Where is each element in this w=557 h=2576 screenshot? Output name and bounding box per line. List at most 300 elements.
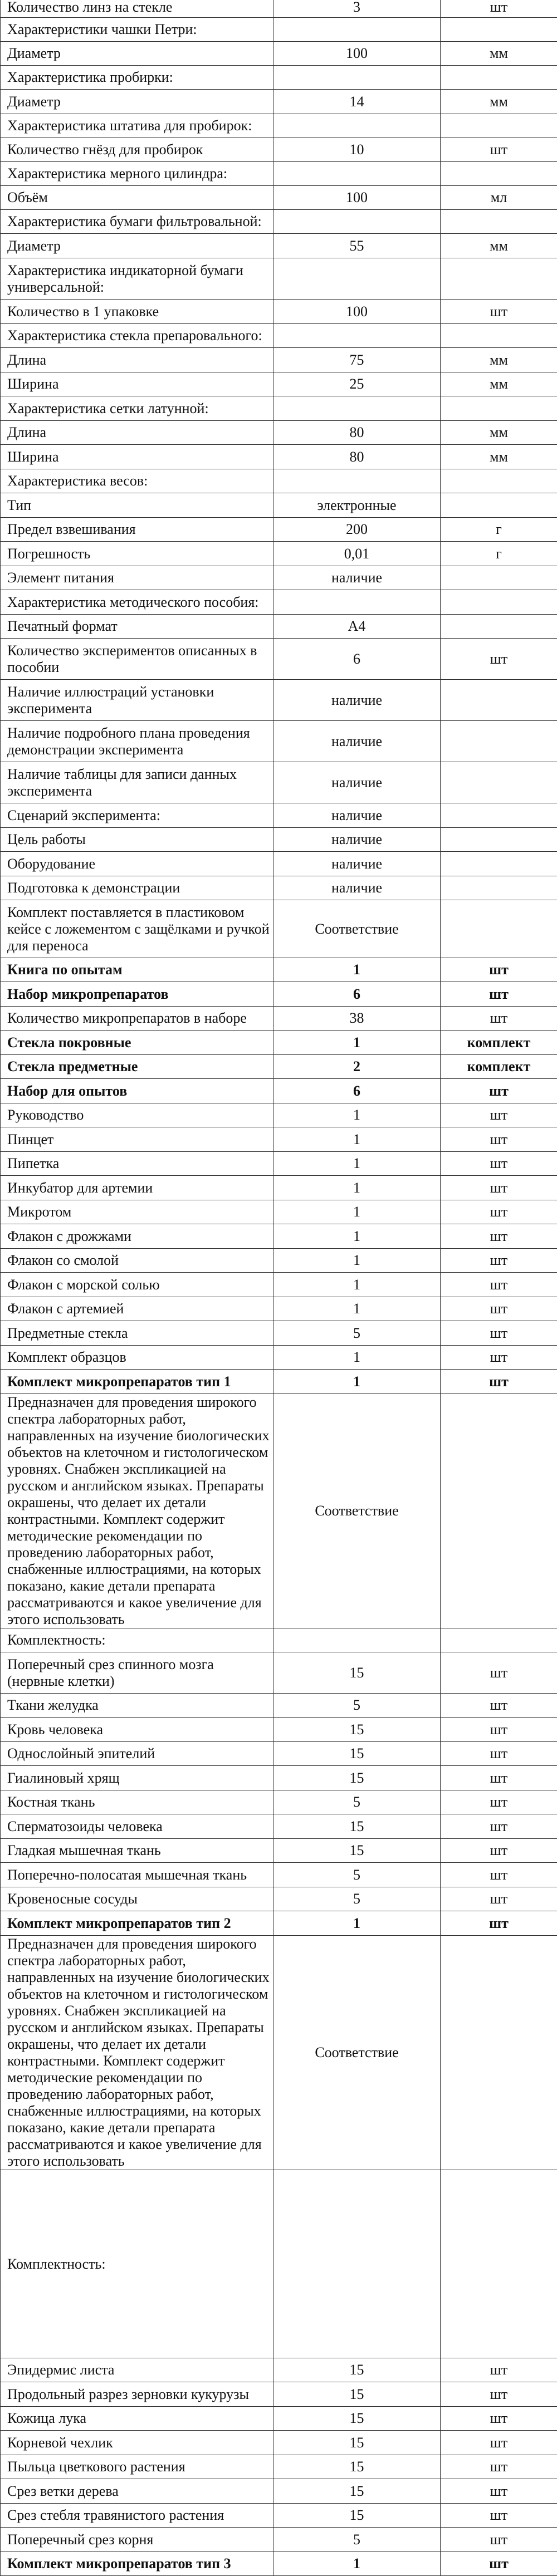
table-row <box>1 162 557 186</box>
row-value-cell: 1 <box>273 1152 441 1176</box>
spec-table-body <box>1 0 557 2576</box>
table-row <box>1 114 557 138</box>
row-unit-cell <box>441 762 557 803</box>
row-name-cell: Микротом <box>1 1200 273 1224</box>
row-unit-cell <box>441 721 557 762</box>
table-row <box>1 1652 557 1694</box>
row-value-cell: 5 <box>273 1887 441 1911</box>
row-name-cell: Количество экспериментов описанных в пособии <box>1 639 273 680</box>
row-name-cell: Кожица лука <box>1 2407 273 2431</box>
table-row <box>1 1007 557 1031</box>
row-value-cell <box>273 324 441 348</box>
table-row <box>1 1127 557 1152</box>
row-name-cell: Однослойный эпителий <box>1 1742 273 1766</box>
table-row <box>1 1394 557 1628</box>
row-unit-cell: шт <box>441 1152 557 1176</box>
row-name-cell: Элемент питания <box>1 566 273 590</box>
row-unit-cell: мм <box>441 234 557 258</box>
row-value-cell <box>273 469 441 493</box>
row-unit-cell: шт <box>441 1249 557 1273</box>
row-unit-cell: шт <box>441 1297 557 1321</box>
row-value-cell: 1 <box>273 1273 441 1297</box>
row-unit-cell <box>441 114 557 138</box>
row-name-cell: Цель работы <box>1 828 273 852</box>
row-name-cell: Наличие иллюстраций установки эксперимента <box>1 680 273 721</box>
row-unit-cell: шт <box>441 2528 557 2552</box>
row-unit-cell: шт <box>441 1839 557 1863</box>
row-name-cell: Объём <box>1 186 273 210</box>
row-name-cell: Характеристика методического пособия: <box>1 590 273 615</box>
row-unit-cell: г <box>441 518 557 542</box>
row-value-cell: 5 <box>273 1321 441 1346</box>
table-row <box>1 138 557 162</box>
row-value-cell: 1 <box>273 1297 441 1321</box>
row-name-cell: Характеристика бумаги фильтровальной: <box>1 210 273 234</box>
row-unit-cell: шт <box>441 0 557 18</box>
row-name-cell: Пинцет <box>1 1127 273 1152</box>
row-value-cell: 1 <box>273 1176 441 1200</box>
table-row <box>1 876 557 900</box>
row-name-cell: Предназначен для проведения широкого спектра лабораторных работ, направленных на изучение биологических объектов на клеточном и гистологическом уровнях. Снабжен экспликацией на русском и английском языках. Препараты окрашены, что делает их детали контрастными. Комплект содержит методические рекомендации по проведению лабораторных работ, снабженные иллюстрациями, на которых показано, какие детали препарата рассматриваются и какое увеличение для этого использовать <box>1 1936 273 2170</box>
row-name-cell: Характеристика пробирки: <box>1 66 273 90</box>
row-unit-cell <box>441 162 557 186</box>
table-row <box>1 518 557 542</box>
row-value-cell: 5 <box>273 1863 441 1887</box>
table-row <box>1 210 557 234</box>
table-row <box>1 1079 557 1103</box>
row-name-cell: Руководство <box>1 1103 273 1127</box>
row-value-cell: 38 <box>273 1007 441 1031</box>
row-name-cell: Эпидермис листа <box>1 2358 273 2382</box>
row-value-cell: 1 <box>273 1103 441 1127</box>
row-unit-cell <box>441 852 557 876</box>
row-name-cell: Поперечный срез спинного мозга (нервные клетки) <box>1 1652 273 1694</box>
row-name-cell: Комплект образцов <box>1 1346 273 1370</box>
row-unit-cell <box>441 1936 557 2170</box>
row-value-cell <box>273 210 441 234</box>
row-value-cell <box>273 258 441 300</box>
table-row <box>1 2455 557 2479</box>
row-value-cell: 14 <box>273 90 441 114</box>
row-value-cell: 5 <box>273 1790 441 1814</box>
row-value-cell: 1 <box>273 1224 441 1249</box>
table-row <box>1 1766 557 1790</box>
row-value-cell: наличие <box>273 721 441 762</box>
row-name-cell: Кровеносные сосуды <box>1 1887 273 1911</box>
table-row <box>1 469 557 493</box>
table-row <box>1 1346 557 1370</box>
row-name-cell: Комплектность: <box>1 2170 273 2358</box>
row-value-cell: 15 <box>273 2431 441 2455</box>
table-row <box>1 2504 557 2528</box>
row-unit-cell: шт <box>441 982 557 1007</box>
row-unit-cell: мм <box>441 348 557 372</box>
row-unit-cell: шт <box>441 2479 557 2504</box>
row-value-cell: 6 <box>273 1079 441 1103</box>
row-unit-cell <box>441 258 557 300</box>
row-name-cell: Сценарий эксперимента: <box>1 803 273 828</box>
row-name-cell: Срез ветки дерева <box>1 2479 273 2504</box>
row-value-cell: 1 <box>273 1249 441 1273</box>
table-row <box>1 1200 557 1224</box>
row-name-cell: Ткани желудка <box>1 1694 273 1718</box>
row-unit-cell: шт <box>441 1652 557 1694</box>
row-unit-cell <box>441 900 557 958</box>
row-value-cell: Соответствие <box>273 1936 441 2170</box>
table-row <box>1 1718 557 1742</box>
row-name-cell: Количество микропрепаратов в наборе <box>1 1007 273 1031</box>
row-name-cell: Предназначен для проведения широкого спектра лабораторных работ, направленных на изучение биологических объектов на клеточном и гистологическом уровнях. Снабжен экспликацией на русском и английском языках. Препараты окрашены, что делает их детали контрастными. Комплект содержит методические рекомендации по проведению лабораторных работ, снабженные иллюстрациями, на которых показано, какие детали препарата рассматриваются и какое увеличение для этого использовать <box>1 1394 273 1628</box>
row-unit-cell: комплект <box>441 1031 557 1055</box>
row-value-cell: 0,01 <box>273 542 441 566</box>
row-unit-cell <box>441 828 557 852</box>
row-name-cell: Количество линз на стекле <box>1 0 273 18</box>
row-value-cell: 5 <box>273 2528 441 2552</box>
row-unit-cell: шт <box>441 1887 557 1911</box>
row-name-cell: Гладкая мышечная ткань <box>1 1839 273 1863</box>
row-name-cell: Пыльца цветкового растения <box>1 2455 273 2479</box>
row-value-cell: 1 <box>273 1127 441 1152</box>
row-unit-cell: шт <box>441 1863 557 1887</box>
row-unit-cell <box>441 469 557 493</box>
table-row <box>1 186 557 210</box>
row-unit-cell: шт <box>441 138 557 162</box>
table-row <box>1 1911 557 1936</box>
row-name-cell: Предел взвешивания <box>1 518 273 542</box>
table-row <box>1 2358 557 2382</box>
row-name-cell: Поперечный срез корня <box>1 2528 273 2552</box>
row-unit-cell: мм <box>441 445 557 469</box>
row-value-cell: 15 <box>273 2382 441 2407</box>
row-name-cell: Комплект микропрепаратов тип 3 <box>1 2552 273 2576</box>
row-value-cell <box>273 114 441 138</box>
row-value-cell: 1 <box>273 1200 441 1224</box>
table-row <box>1 1031 557 1055</box>
row-name-cell: Флакон с артемией <box>1 1297 273 1321</box>
table-row <box>1 1887 557 1911</box>
row-name-cell: Набор микропрепаратов <box>1 982 273 1007</box>
row-unit-cell <box>441 803 557 828</box>
row-name-cell: Комплект поставляется в пластиковом кейсе с ложементом с защёлками и ручкой для переноса <box>1 900 273 958</box>
table-row <box>1 90 557 114</box>
row-value-cell <box>273 396 441 421</box>
row-unit-cell: шт <box>441 1007 557 1031</box>
row-unit-cell <box>441 615 557 639</box>
table-row <box>1 372 557 396</box>
row-unit-cell: мм <box>441 90 557 114</box>
row-unit-cell: шт <box>441 1346 557 1370</box>
row-value-cell: 80 <box>273 445 441 469</box>
table-row <box>1 982 557 1007</box>
row-value-cell: наличие <box>273 762 441 803</box>
table-row <box>1 2528 557 2552</box>
row-unit-cell <box>441 66 557 90</box>
table-row <box>1 0 557 18</box>
row-name-cell: Характеристика весов: <box>1 469 273 493</box>
row-name-cell: Комплект микропрепаратов тип 2 <box>1 1911 273 1936</box>
table-row <box>1 1321 557 1346</box>
row-value-cell: 1 <box>273 1370 441 1394</box>
table-row <box>1 1742 557 1766</box>
row-unit-cell <box>441 2170 557 2358</box>
row-name-cell: Характеристика стекла препаровального: <box>1 324 273 348</box>
table-row <box>1 324 557 348</box>
row-value-cell: 6 <box>273 639 441 680</box>
row-unit-cell: шт <box>441 2431 557 2455</box>
row-value-cell: 15 <box>273 1652 441 1694</box>
row-name-cell: Характеристика сетки латунной: <box>1 396 273 421</box>
row-unit-cell: шт <box>441 1814 557 1839</box>
row-value-cell: наличие <box>273 828 441 852</box>
row-value-cell: 75 <box>273 348 441 372</box>
table-row <box>1 18 557 42</box>
row-value-cell: 15 <box>273 1766 441 1790</box>
row-value-cell: 15 <box>273 1742 441 1766</box>
row-name-cell: Погрешность <box>1 542 273 566</box>
row-value-cell <box>273 590 441 615</box>
row-name-cell: Наличие подробного плана проведения демонстрации эксперимента <box>1 721 273 762</box>
row-name-cell: Наличие таблицы для записи данных эксперимента <box>1 762 273 803</box>
table-row <box>1 1297 557 1321</box>
row-unit-cell: шт <box>441 1200 557 1224</box>
row-name-cell: Количество в 1 упаковке <box>1 300 273 324</box>
row-name-cell: Характеристика мерного цилиндра: <box>1 162 273 186</box>
row-unit-cell: шт <box>441 1742 557 1766</box>
row-value-cell: 1 <box>273 958 441 982</box>
row-name-cell: Инкубатор для артемии <box>1 1176 273 1200</box>
row-value-cell: электронные <box>273 493 441 518</box>
row-unit-cell: шт <box>441 1321 557 1346</box>
row-name-cell: Диаметр <box>1 90 273 114</box>
table-row <box>1 1273 557 1297</box>
row-value-cell: 15 <box>273 2479 441 2504</box>
table-row <box>1 803 557 828</box>
table-row <box>1 493 557 518</box>
row-value-cell: 1 <box>273 1031 441 1055</box>
row-value-cell: 15 <box>273 2504 441 2528</box>
row-value-cell: 3 <box>273 0 441 18</box>
table-row <box>1 680 557 721</box>
row-value-cell: 10 <box>273 138 441 162</box>
row-unit-cell: шт <box>441 1176 557 1200</box>
row-name-cell: Флакон со смолой <box>1 1249 273 1273</box>
row-unit-cell: шт <box>441 1911 557 1936</box>
row-unit-cell <box>441 566 557 590</box>
row-value-cell: 15 <box>273 1718 441 1742</box>
table-row <box>1 445 557 469</box>
row-name-cell: Поперечно-полосатая мышечная ткань <box>1 1863 273 1887</box>
table-row <box>1 852 557 876</box>
table-row <box>1 348 557 372</box>
row-name-cell: Характеристики чашки Петри: <box>1 18 273 42</box>
row-name-cell: Комплектность: <box>1 1628 273 1652</box>
row-value-cell: 200 <box>273 518 441 542</box>
row-value-cell: 15 <box>273 1839 441 1863</box>
row-value-cell: 15 <box>273 2407 441 2431</box>
row-unit-cell: мм <box>441 42 557 66</box>
table-row <box>1 421 557 445</box>
table-row <box>1 258 557 300</box>
row-name-cell: Костная ткань <box>1 1790 273 1814</box>
row-name-cell: Гиалиновый хрящ <box>1 1766 273 1790</box>
table-row <box>1 762 557 803</box>
row-name-cell: Печатный формат <box>1 615 273 639</box>
row-value-cell: Соответствие <box>273 900 441 958</box>
row-unit-cell <box>441 210 557 234</box>
table-row <box>1 1863 557 1887</box>
table-row <box>1 590 557 615</box>
table-row <box>1 2170 557 2358</box>
row-unit-cell <box>441 590 557 615</box>
table-row <box>1 639 557 680</box>
row-value-cell: 15 <box>273 2358 441 2382</box>
row-unit-cell: шт <box>441 2504 557 2528</box>
row-value-cell <box>273 2170 441 2358</box>
row-unit-cell <box>441 396 557 421</box>
row-name-cell: Комплект микропрепаратов тип 1 <box>1 1370 273 1394</box>
row-unit-cell: мм <box>441 421 557 445</box>
table-row <box>1 1694 557 1718</box>
row-name-cell: Корневой чехлик <box>1 2431 273 2455</box>
table-row <box>1 1936 557 2170</box>
row-unit-cell: шт <box>441 1103 557 1127</box>
row-name-cell: Продольный разрез зерновки кукурузы <box>1 2382 273 2407</box>
table-row <box>1 615 557 639</box>
row-unit-cell: шт <box>441 639 557 680</box>
row-value-cell: А4 <box>273 615 441 639</box>
row-name-cell: Оборудование <box>1 852 273 876</box>
row-name-cell: Флакон с дрожжами <box>1 1224 273 1249</box>
table-row <box>1 300 557 324</box>
row-name-cell: Количество гнёзд для пробирок <box>1 138 273 162</box>
row-unit-cell: шт <box>441 1790 557 1814</box>
table-row <box>1 828 557 852</box>
table-row <box>1 1790 557 1814</box>
row-unit-cell: шт <box>441 1273 557 1297</box>
table-row <box>1 1176 557 1200</box>
row-name-cell: Флакон с морской солью <box>1 1273 273 1297</box>
table-row <box>1 721 557 762</box>
row-value-cell: 6 <box>273 982 441 1007</box>
row-value-cell: 80 <box>273 421 441 445</box>
row-unit-cell: шт <box>441 1127 557 1152</box>
row-value-cell: наличие <box>273 852 441 876</box>
row-unit-cell: шт <box>441 2407 557 2431</box>
table-row <box>1 542 557 566</box>
table-row <box>1 1224 557 1249</box>
table-row <box>1 396 557 421</box>
row-unit-cell: шт <box>441 1718 557 1742</box>
table-row <box>1 1839 557 1863</box>
row-unit-cell: шт <box>441 1766 557 1790</box>
row-value-cell: 2 <box>273 1055 441 1079</box>
row-unit-cell: шт <box>441 1694 557 1718</box>
row-unit-cell: шт <box>441 2358 557 2382</box>
row-name-cell: Длина <box>1 348 273 372</box>
row-value-cell: 1 <box>273 1911 441 1936</box>
row-value-cell: наличие <box>273 876 441 900</box>
table-row <box>1 1814 557 1839</box>
table-row <box>1 1370 557 1394</box>
row-unit-cell: мм <box>441 372 557 396</box>
row-unit-cell: шт <box>441 1079 557 1103</box>
row-name-cell: Характеристика штатива для пробирок: <box>1 114 273 138</box>
table-row <box>1 66 557 90</box>
row-value-cell: 100 <box>273 42 441 66</box>
row-name-cell: Сперматозоиды человека <box>1 1814 273 1839</box>
row-value-cell <box>273 18 441 42</box>
table-row <box>1 900 557 958</box>
table-row <box>1 1055 557 1079</box>
row-unit-cell: шт <box>441 1370 557 1394</box>
row-unit-cell: г <box>441 542 557 566</box>
table-row <box>1 1249 557 1273</box>
row-value-cell: наличие <box>273 680 441 721</box>
row-name-cell: Длина <box>1 421 273 445</box>
row-name-cell: Ширина <box>1 445 273 469</box>
row-value-cell: 1 <box>273 1346 441 1370</box>
table-row <box>1 566 557 590</box>
table-row <box>1 958 557 982</box>
row-unit-cell: мл <box>441 186 557 210</box>
table-row <box>1 2431 557 2455</box>
row-unit-cell: шт <box>441 300 557 324</box>
row-value-cell: 100 <box>273 186 441 210</box>
table-row <box>1 1103 557 1127</box>
table-row <box>1 2552 557 2576</box>
row-value-cell <box>273 162 441 186</box>
row-value-cell: 15 <box>273 1814 441 1839</box>
row-name-cell: Книга по опытам <box>1 958 273 982</box>
row-value-cell: 100 <box>273 300 441 324</box>
table-row <box>1 234 557 258</box>
row-name-cell: Стекла покровные <box>1 1031 273 1055</box>
row-unit-cell <box>441 324 557 348</box>
row-name-cell: Диаметр <box>1 234 273 258</box>
row-unit-cell: шт <box>441 1224 557 1249</box>
row-value-cell: наличие <box>273 566 441 590</box>
row-name-cell: Диаметр <box>1 42 273 66</box>
row-value-cell: 15 <box>273 2455 441 2479</box>
table-row <box>1 2382 557 2407</box>
row-name-cell: Ширина <box>1 372 273 396</box>
row-unit-cell <box>441 18 557 42</box>
row-name-cell: Пипетка <box>1 1152 273 1176</box>
row-name-cell: Набор для опытов <box>1 1079 273 1103</box>
row-unit-cell: шт <box>441 2552 557 2576</box>
row-unit-cell: комплект <box>441 1055 557 1079</box>
row-unit-cell: шт <box>441 2455 557 2479</box>
row-value-cell: 1 <box>273 2552 441 2576</box>
row-value-cell <box>273 1628 441 1652</box>
row-value-cell: 25 <box>273 372 441 396</box>
row-unit-cell <box>441 876 557 900</box>
row-name-cell: Тип <box>1 493 273 518</box>
table-row <box>1 2479 557 2504</box>
row-value-cell: Соответствие <box>273 1394 441 1628</box>
row-unit-cell: шт <box>441 2382 557 2407</box>
row-name-cell: Кровь человека <box>1 1718 273 1742</box>
row-name-cell: Стекла предметные <box>1 1055 273 1079</box>
row-value-cell: 5 <box>273 1694 441 1718</box>
row-unit-cell: шт <box>441 958 557 982</box>
row-value-cell: 55 <box>273 234 441 258</box>
row-value-cell <box>273 66 441 90</box>
row-name-cell: Срез стебля травянистого растения <box>1 2504 273 2528</box>
row-unit-cell <box>441 1394 557 1628</box>
row-name-cell: Характеристика индикаторной бумаги универсальной: <box>1 258 273 300</box>
row-name-cell: Подготовка к демонстрации <box>1 876 273 900</box>
